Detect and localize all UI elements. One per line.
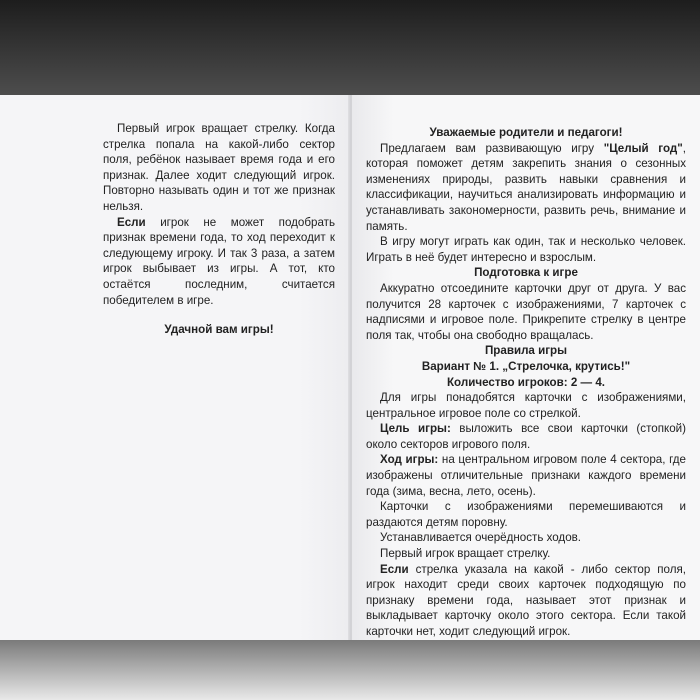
left-paragraph-2-text: игрок не может подобрать признак времени года, то ход переходит к следующему игроку. И так 3 раза, а затем игрок выбывает из игры. А тот, кто остаётся последним, считается победителем в игре. [103, 215, 335, 307]
first-move-paragraph: Первый игрок вращает стрелку. [380, 547, 551, 561]
rules-heading: Правила игры [484, 344, 568, 358]
right-page [352, 95, 700, 640]
order-paragraph: Устанавливается очерёдность ходов. [380, 531, 582, 545]
closing-wish: Удачной вам игры! [164, 323, 274, 337]
right-column [366, 125, 686, 640]
materials-paragraph: Для игры понадобятся карточки с изображениями, центральное игровое поле со стрелкой. [366, 391, 686, 420]
left-column [103, 121, 335, 338]
if-paragraph: Если стрелка указала на какой - либо сектор поля, игрок находит среди своих карточек подходящую по признаку времени года, называет этот признак и выкладывает карточку около этого сектора. Если такой карточки нет, ходит следующий игрок. [366, 562, 686, 638]
shuffle-paragraph: Карточки с изображениями перемешиваются и раздаются детям поровну. [366, 500, 686, 529]
booklet-spread [0, 95, 700, 640]
left-paragraph-1: Первый игрок вращает стрелку. Когда стрелка попала на какой-либо сектор поля, ребёнок называет время года и его признак. Далее ходит следующий игрок. Повторно называть один и тот же признак нельзя. [103, 122, 335, 213]
greeting-heading: Уважаемые родители и педагоги! [429, 126, 623, 139]
move-paragraph: Ход игры: на центральном игровом поле 4 сектора, где изображены отличительные признаки каждого времени года (зима, весна, лето, осень). [366, 453, 686, 498]
prep-paragraph: Аккуратно отсоедините карточки друг от друга. У вас получится 28 карточек с изображениями, 7 карточек с надписями и игровое поле. Прикрепите стрелку в центре поля так, чтобы она свободно вращалась. [366, 281, 686, 342]
variant-heading: Вариант № 1. „Стрелочка, крутись!" [421, 359, 631, 373]
background-bottom [0, 640, 700, 700]
background-top [0, 0, 700, 95]
goal-paragraph: Цель игры: выложить все свои карточки (стопкой) около секторов игрового поля. [366, 422, 686, 451]
prep-heading: Подготовка к игре [474, 266, 578, 280]
players-count-heading: Количество игроков: 2 — 4. [446, 375, 605, 389]
left-page [0, 95, 352, 640]
if-emphasis: Если [117, 215, 146, 229]
left-paragraph-2 [103, 215, 335, 309]
players-paragraph: В игру могут играть как один, так и несколько человек. Играть в неё будет интересно и взрослым. [366, 235, 686, 264]
game-title: "Целый год" [603, 141, 683, 155]
intro-paragraph: Предлагаем вам развивающую игру "Целый год", которая поможет детям закрепить знания о сезонных изменениях природы, развить навыки сравнения и классификации, научиться анализировать информацию и устанавливать закономерности, развить речь, внимание и память. [366, 141, 686, 233]
